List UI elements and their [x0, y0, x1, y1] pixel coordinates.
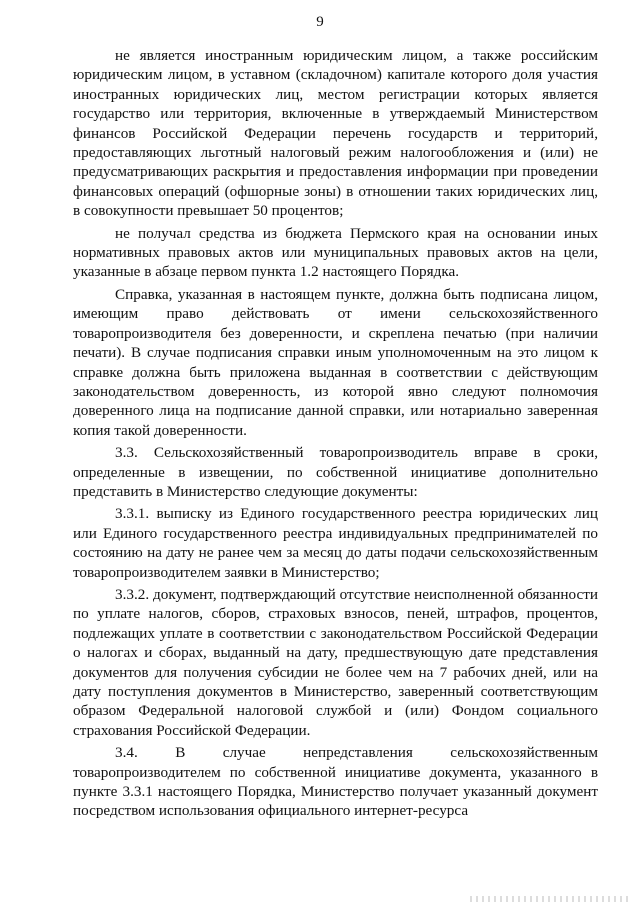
- paragraph-offshore-condition: не является иностранным юридическим лицом, а также российским юридическим лицом, в уставном (складочном) капитале которого доля участия иностранных юридических лиц, местом регистрации которых является государство или территория, включенные в утверждаемый Министерством финансов Российской Федерации перечень государств и территорий, предоставляющих льготный налоговый режим налогообложения и (или) не предусматривающих раскрытия и предоставления информации при проведении финансовых операций (офшорные зоны) в отношении таких юридических лиц, в совокупности превышает 50 процентов;: [73, 47, 598, 220]
- paragraph-3-3-2: 3.3.2. документ, подтверждающий отсутствие неисполненной обязанности по уплате налогов, сборов, страховых взносов, пеней, штрафов, процентов, подлежащих уплате в соответствии с законодательством Российской Федерации о налогах и сборах, выданный на дату, предшествующую дате представления документов для получения субсидии не более чем на 7 рабочих дней, или на дату поступления документов в Министерство, заверенный соответствующим образом Федеральной налоговой службой и (или) Фондом социального страхования Российской Федерации.: [73, 585, 598, 739]
- scan-artifact: [470, 896, 630, 902]
- paragraph-certificate-signature: Справка, указанная в настоящем пункте, должна быть подписана лицом, имеющим право действовать от имени сельскохозяйственного товаропроизводителя без доверенности, и скреплена печатью (при наличии печати). В случае подписания справки иным уполномоченным на это лицом к справке должна быть приложена выданная в соответствии с действующим законодательством доверенность, из которой явно следуют полномочия доверенного лица на подписание данной справки, или нотариально заверенная копия такой доверенности.: [73, 285, 598, 439]
- paragraph-3-3-1: 3.3.1. выписку из Единого государственного реестра юридических лиц или Единого государственного реестра индивидуальных предпринимателей по состоянию на дату не ранее чем за месяц до даты подачи сельскохозяйственным товаропроизводителем заявки в Министерство;: [73, 505, 598, 581]
- document-body: [73, 46, 598, 822]
- paragraph-3-3: 3.3. Сельскохозяйственный товаропроизводитель вправе в сроки, определенные в извещении, по собственной инициативе дополнительно представить в Министерство следующие документы:: [73, 444, 598, 500]
- paragraph-budget-condition: не получал средства из бюджета Пермского края на основании иных нормативных правовых актов или муниципальных правовых актов на цели, указанные в абзаце первом пункта 1.2 настоящего Порядка.: [73, 224, 598, 281]
- paragraph-3-4: 3.4. В случае непредставления сельскохозяйственным товаропроизводителем по собственной инициативе документа, указанного в пункте 3.3.1 настоящего Порядка, Министерство получает указанный документ посредством использования официального интернет-ресурса: [73, 744, 598, 820]
- page-number: 9: [316, 14, 324, 30]
